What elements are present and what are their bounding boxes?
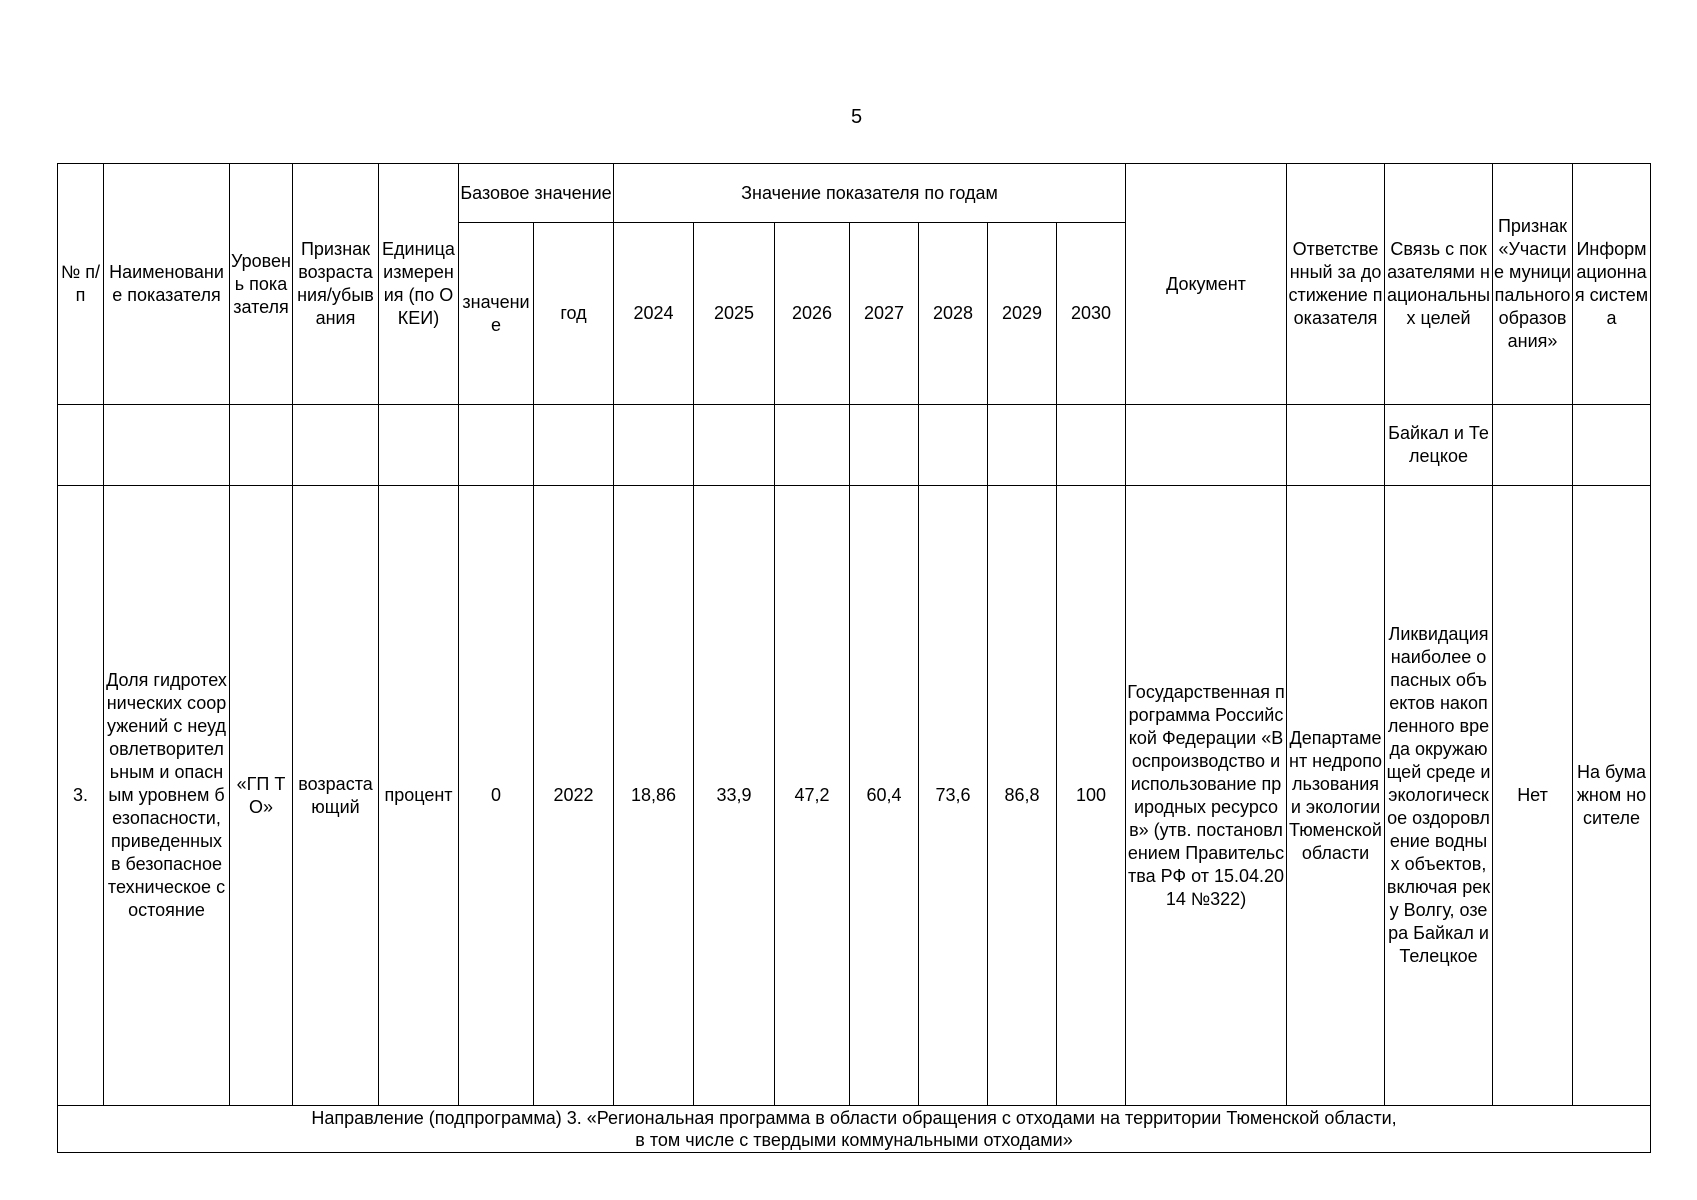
- header-num: № п/п: [58, 164, 104, 405]
- table-row: [58, 486, 1651, 1106]
- table-cell: [230, 405, 293, 486]
- header-document: Документ: [1126, 164, 1287, 405]
- header-year-2025: 2025: [694, 223, 775, 405]
- header-year-2027: 2027: [850, 223, 919, 405]
- header-year-2026: 2026: [775, 223, 850, 405]
- table-cell: [379, 405, 459, 486]
- header-year-2029: 2029: [988, 223, 1057, 405]
- header-year-2030: 2030: [1057, 223, 1126, 405]
- row-municipal: Нет: [1493, 486, 1573, 1106]
- table-cell: [614, 405, 694, 486]
- table-cell: [1057, 405, 1126, 486]
- table-cell: [58, 405, 104, 486]
- direction-row: [58, 1106, 1651, 1153]
- header-responsible: Ответственный за достижение показателя: [1287, 164, 1385, 405]
- continuation-link-text: Байкал и Телецкое: [1385, 405, 1493, 486]
- header-years: Значение показателя по годам: [614, 164, 1126, 223]
- table-cell: [1287, 405, 1385, 486]
- table-cell: [459, 405, 534, 486]
- table-cell: [1126, 405, 1287, 486]
- header-base-year: год: [534, 223, 614, 405]
- row-base-year: 2022: [534, 486, 614, 1106]
- table-cell: [775, 405, 850, 486]
- header-row-top: [58, 164, 1651, 223]
- direction-heading: [58, 1106, 1651, 1153]
- header-year-2024: 2024: [614, 223, 694, 405]
- row-value-2030: 100: [1057, 486, 1126, 1106]
- row-value-2025: 33,9: [694, 486, 775, 1106]
- table-cell: [104, 405, 230, 486]
- row-document: Государственная программа Российской Федерации «Воспроизводство и использование природных ресурсов» (утв. постановлением Правительства РФ от 15.04.2014 №322): [1126, 486, 1287, 1106]
- table-cell: [293, 405, 379, 486]
- header-base-value: значение: [459, 223, 534, 405]
- header-base: Базовое значение: [459, 164, 614, 223]
- header-name: Наименование показателя: [104, 164, 230, 405]
- header-level: Уровень показателя: [230, 164, 293, 405]
- row-num: 3.: [58, 486, 104, 1106]
- row-trend: возрастающий: [293, 486, 379, 1106]
- row-base-value: 0: [459, 486, 534, 1106]
- header-unit: Единица измерения (по ОКЕИ): [379, 164, 459, 405]
- row-value-2028: 73,6: [919, 486, 988, 1106]
- table-cell: [919, 405, 988, 486]
- row-value-2029: 86,8: [988, 486, 1057, 1106]
- header-year-2028: 2028: [919, 223, 988, 405]
- table-cell: [850, 405, 919, 486]
- table-cell: [694, 405, 775, 486]
- header-trend: Признак возрастания/убывания: [293, 164, 379, 405]
- row-responsible: Департамент недропользования и экологии Тюменской области: [1287, 486, 1385, 1106]
- continuation-row: [58, 405, 1651, 486]
- table-cell: [1573, 405, 1651, 486]
- indicators-table: [57, 163, 1651, 1153]
- page-number: 5: [850, 106, 863, 128]
- table-cell: [1493, 405, 1573, 486]
- row-value-2026: 47,2: [775, 486, 850, 1106]
- header-link: Связь с показателями национальных целей: [1385, 164, 1493, 405]
- row-value-2024: 18,86: [614, 486, 694, 1106]
- row-unit: процент: [379, 486, 459, 1106]
- table-cell: [988, 405, 1057, 486]
- table-cell: [534, 405, 614, 486]
- row-name: Доля гидротехнических сооружений с неудовлетворительным и опасным уровнем безопасности, приведенных в безопасное техническое состояние: [104, 486, 230, 1106]
- header-info-system: Информационная система: [1573, 164, 1651, 405]
- row-link: Ликвидация наиболее опасных объектов накопленного вреда окружающей среде и экологическое оздоровление водных объектов, включая реку Волгу, озера Байкал и Телецкое: [1385, 486, 1493, 1106]
- row-level: «ГП ТО»: [230, 486, 293, 1106]
- row-info-system: На бумажном носителе: [1573, 486, 1651, 1106]
- direction-line-2: в том числе с твердыми коммунальными отходами»: [635, 1130, 1073, 1150]
- direction-line-1: Направление (подпрограмма) 3. «Региональная программа в области обращения с отходами на территории Тюменской области,: [311, 1108, 1397, 1128]
- row-value-2027: 60,4: [850, 486, 919, 1106]
- header-municipal: Признак «Участие муниципального образования»: [1493, 164, 1573, 405]
